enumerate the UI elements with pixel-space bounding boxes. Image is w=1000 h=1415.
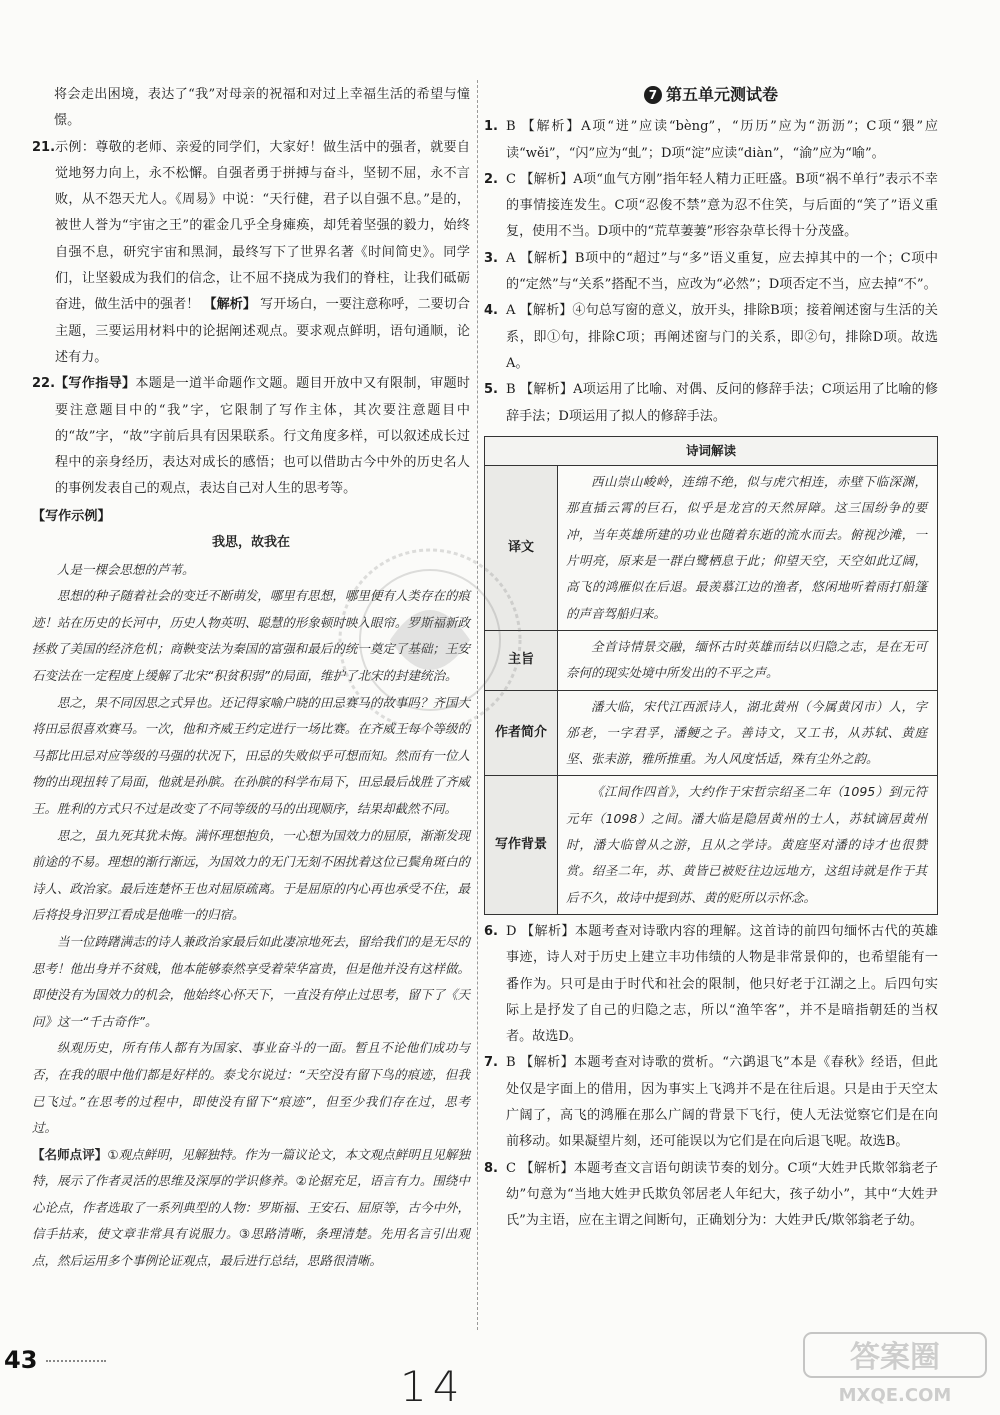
answer-number: 6.: [484, 923, 498, 939]
row-content: 西山崇山峻岭，连绵不绝，似与虎穴相连，赤壁下临深渊，那直插云霄的巨石，似乎是龙宫的天然屏障。这三国纷争的要冲，当年英雄所建的功业也随着东逝的流水而去。俯视沙滩，一片明亮，原来是一群白鹭栖息于此；仰望天空，天空如此辽阔，高飞的鸿雁似在后退。最羡慕江边的渔者，悠闲地听着雨打船篷的声音驾船归来。: [558, 466, 938, 631]
table-row: [485, 776, 938, 914]
answer-text: C 【解析】本题考查文言语句朗读节奏的划分。C项“大姓尹氏欺邻翁老子幼”句意为“当地大姓尹氏欺负邻居老人年纪大，孩子幼小”，其中“大姓尹氏”为主语，应在主谓之间断句，正确划分为：大姓尹氏/欺邻翁老子幼。: [506, 1160, 938, 1229]
teacher-comment: [32, 1142, 470, 1275]
table-header-row: [485, 436, 938, 465]
continuation-text: 将会走出困境，表达了“我”对母亲的祝福和对过上幸福生活的希望与憧憬。: [54, 87, 470, 129]
essay-paragraph: 纵观历史，所有伟人都有为国家、事业奋斗的一面。暂且不论他们成功与否，在我的眼中他们都是好样的。泰戈尔说过：“天空没有留下鸟的痕迹，但我已飞过。”在思考的过程中，即使没有留下“痕迹”，但至少我们存在过，思考过。: [32, 1040, 470, 1136]
table-row: [485, 630, 938, 690]
question-22: [32, 371, 470, 502]
comment-text: ①观点鲜明，见解独特。作为一篇议论文，本文观点鲜明且见解独特，展示了作者灵活的思维及深厚的学识修养。②论据充足，语言有力。围绕中心论点，作者选取了一系列典型的人物：罗斯福、王安石、屈原等，古今中外，信手拈来，使文章非常具有说服力。③思路清晰，条理清楚。先用名言引出观点，然后运用多个事例论证观点，最后进行总结，思路很清晰。: [32, 1146, 470, 1269]
row-label: 写作背景: [485, 776, 558, 914]
watermark-text: 答案圈: [850, 1340, 940, 1375]
question-21: [32, 135, 470, 372]
answer-text: 示例：尊敬的老师、亲爱的同学们，大家好！做生活中的强者，就要自觉地努力向上，永不松懈。自强者勇于拼搏与奋斗，坚韧不屈，永不言败，从不怨天尤人。《周易》中说：“天行健，君子以自强不息。”是的，被世人誉为“宇宙之王”的霍金几乎全身瘫痪，却凭着坚强的毅力，始终自强不息，研究宇宙和黑洞，最终写下了世界名著《时间简史》。同学们，让坚毅成为我们的信念，让不屈不挠成为我们的脊柱，让我们砥砺奋进，做生活中的强者！: [55, 139, 470, 313]
handwritten-page-number: 14: [400, 1362, 466, 1411]
comment-tag: 【名师点评】: [32, 1146, 108, 1162]
answer-item: [484, 377, 938, 430]
answer-number: 4.: [484, 303, 498, 319]
writing-example-heading: 【写作示例】: [32, 508, 111, 524]
answer-text: A 【解析】B项中的“超过”与“多”语义重复，应去掉其中的一个；C项中的“定然”与“关系”搭配不当，应改为“必然”；D项否定不当，应去掉“不”。: [506, 250, 938, 293]
answer-number: 8.: [484, 1160, 498, 1176]
answer-item: [484, 1050, 938, 1155]
answer-number: 1.: [484, 119, 498, 135]
table-row: [485, 466, 938, 631]
answer-item: [484, 298, 938, 377]
answer-item: [484, 1156, 938, 1235]
essay-title: 我思，故我在: [211, 535, 290, 551]
row-label: 作者简介: [485, 690, 558, 776]
section-number-badge: 7: [644, 86, 662, 104]
question-number: 22.: [32, 376, 56, 392]
answer-number: 7.: [484, 1055, 498, 1071]
answer-item: [484, 167, 938, 246]
answer-text: D 【解析】本题考查对诗歌内容的理解。这首诗的前四句缅怀古代的英雄事迹，诗人对于历史上建立丰功伟绩的人物是非常景仰的，也希望能有一番作为。只可是由于时代和社会的限制，他只好老于江湖之上。后四句实际上是抒发了自己的归隐之志，所以“渔竿客”，并不是暗指朝廷的当权者。故选D。: [506, 923, 938, 1045]
answer-text: B 【解析】A项“迸”应读“bèng”，“历历”应为“沥沥”；C项“猥”应读“wěi”，“闪”应为“虬”；D项“淀”应读“diàn”，“渝”应为“喻”。: [506, 119, 938, 161]
answer-number: 3.: [484, 250, 498, 266]
watermark-url: MXQE.COM: [838, 1385, 952, 1406]
analysis-tag: 【解析】: [203, 297, 256, 313]
question-body: [55, 371, 470, 502]
answer-item: [484, 919, 938, 1050]
row-content: 全首诗情景交融，缅怀古时英雄而结以归隐之志，是在无可奈何的现实处境中所发出的不平之声。: [558, 630, 938, 690]
table-row: [485, 690, 938, 776]
writing-guide-tag: 【写作指导】: [55, 376, 136, 392]
poem-interpretation-table: [484, 436, 938, 915]
answer-text: B 【解析】A项运用了比喻、对偶、反问的修辞手法；C项运用了比喻的修辞手法；D项运用了拟人的修辞手法。: [506, 382, 938, 424]
table-header: 诗词解读: [485, 436, 938, 465]
section-title: 第五单元测试卷: [665, 85, 778, 104]
answer-text: B 【解析】本题考查对诗歌的赏析。“六鹢退飞”本是《春秋》经语，但此处仅是字面上的借用，因为事实上飞鸿并不是在往后退。只是由于天空太广阔了，高飞的鸿雁在那么广阔的背景下飞行，使人无法觉察它们是在向前移动。如果凝望片刻，还可能误以为它们是在向后退飞呢。故选B。: [506, 1055, 938, 1150]
essay-paragraph: 当一位踌躇满志的诗人兼政治家最后如此凄凉地死去，留给我们的是无尽的思考！他出身并不贫贱，他本能够泰然享受着荣华富贵，但是他并没有这样做。即使没有为国效力的机会，他始终心怀天下，一直没有停止过思考，留下了《天问》这一“千古奇作”。: [32, 933, 470, 1029]
answer-number: 2.: [484, 171, 498, 187]
watermark-logo-icon: [800, 1327, 990, 1407]
answer-number: 5.: [484, 382, 498, 398]
analysis-text: 写开场白，一要注意称呼，二要切合主题，三要运用材料中的论据阐述观点。要求观点鲜明，语句通顺，论述有力。: [55, 297, 470, 365]
page-number-decoration: [46, 1360, 106, 1365]
page-number: 43: [4, 1346, 38, 1374]
stamp-icon: [330, 540, 530, 740]
answer-text: A 【解析】④句总写窗的意义，放开头，排除B项；接着阐述窗与生活的关系，即①句，排除C项；再阐述窗与门的关系，即②句，排除D项。故选A。: [506, 303, 938, 371]
essay-paragraph: 思想的种子随着社会的变迁不断萌发，哪里有思想，哪里便有人类存在的痕迹！站在历史的长河中，历史人物英明、聪慧的形象顿时映入眼帘。罗斯福新政拯救了美国的经济危机；商鞅变法为秦国的富强和最后的统一奠定了基础；王安石变法在一定程度上缓解了北宋“积贫积弱”的局面，维护了北宋的封建统治。: [32, 588, 470, 684]
question-body: [55, 135, 470, 372]
essay-paragraph: 人是一棵会思想的芦苇。: [57, 561, 195, 577]
row-label: 译文: [485, 466, 558, 631]
right-column: [484, 82, 938, 1234]
row-label: 主旨: [485, 630, 558, 690]
question-number: 21.: [32, 139, 56, 155]
essay-paragraph: 思之，果不同因思之式异也。还记得家喻户晓的田忌赛马的故事吗？齐国大将田忌很喜欢赛马。一次，他和齐威王约定进行一场比赛。在齐威王每个等级的马都比田忌对应等级的马强的状况下，田忌的失败似乎可想而知。然而有一位人物的出现扭转了局面，他就是孙膑。在孙膑的科学布局下，田忌最后战胜了齐威王。胜利的方式只不过是改变了不同等级的马的出现顺序，结果却截然不同。: [32, 694, 470, 816]
answer-text: C 【解析】A项“血气方刚”指年轻人精力正旺盛。B项“祸不单行”表示不幸的事情接连发生。C项“忍俊不禁”意为忍不住笑，与后面的“笑了”语义重复，使用不当。D项中的“荒草萋萋”形容杂草长得十分茂盛。: [506, 171, 938, 240]
answer-item: [484, 246, 938, 299]
section-heading: [484, 82, 938, 108]
row-content: 潘大临，宋代江西派诗人，湖北黄州（今属黄冈市）人，字邠老，一字君孚，潘鲠之子。善诗文，又工书，从苏轼、黄庭坚、张耒游，雅所推重。为人风度恬适，殊有尘外之韵。: [558, 690, 938, 776]
essay-paragraph: 思之，虽九死其犹未悔。满怀理想抱负，一心想为国效力的屈原，渐渐发现前途的不易。理想的渐行渐远，为国效力的无门无刻不困扰着这位已鬓角斑白的诗人、政治家。最后连楚怀王也对屈原疏离。于是屈原的内心再也承受不住，最后将投身汨罗江看成是他唯一的归宿。: [32, 827, 470, 923]
writing-guide-text: 本题是一道半命题作文题。题目开放中又有限制，审题时要注意题目中的“我”字，它限制了写作主体，其次要注意题目中的“故”字，“故”字前后具有因果联系。行文角度多样，可以叙述成长过程中的亲身经历，表达对成长的感悟；也可以借助古今中外的历史名人的事例发表自己的观点，表达自己对人生的思考等。: [55, 376, 470, 497]
answer-item: [484, 114, 938, 167]
row-content: 《江间作四首》，大约作于宋哲宗绍圣二年（1095）到元符元年（1098）之间。潘大临是隐居黄州的士人，苏轼谪居黄州时，潘大临曾从之游，且从之学诗。黄庭坚对潘的诗才也很赞赏。绍圣二年，苏、黄皆已被贬往边远地方，这组诗就是作于其后不久，故诗中提到苏、黄的贬所以示怀念。: [558, 776, 938, 914]
